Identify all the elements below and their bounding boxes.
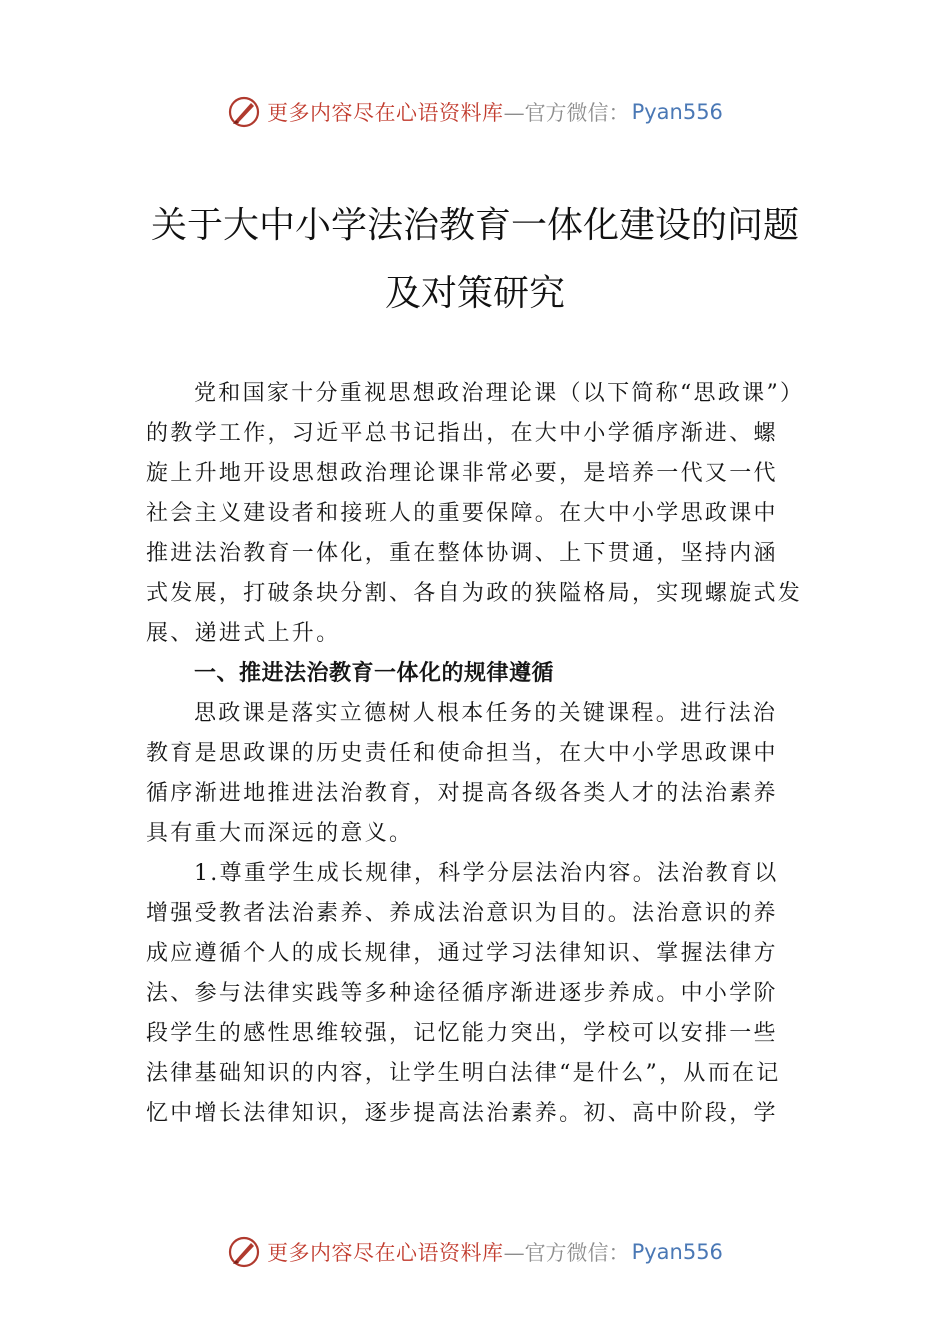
section-heading: 一、推进法治教育一体化的规律遵循 [194, 661, 555, 686]
watermark-banner-bottom [0, 1232, 950, 1272]
watermark-wechat-label: —官方微信： [503, 101, 630, 125]
document-body [146, 374, 830, 1134]
document-title-line1: 关于大中小学法治教育一体化建设的问题 [150, 205, 799, 246]
body-line: 推进法治教育一体化，重在整体协调、上下贯通，坚持内涵 [146, 541, 778, 566]
body-line: 教育是思政课的历史责任和使命担当，在大中小学思政课中 [146, 741, 778, 766]
body-line: 法、参与法律实践等多种途径循序渐进逐步养成。中小学阶 [146, 981, 778, 1006]
body-line: 忆中增长法律知识，逐步提高法治素养。初、高中阶段，学 [146, 1101, 778, 1126]
watermark-brand: 更多内容尽在心语资料库 [267, 1241, 504, 1265]
body-line: 成应遵循个人的成长规律，通过学习法律知识、掌握法律方 [146, 941, 778, 966]
body-line: 旋上升地开设思想政治理论课非常必要，是培养一代又一代 [146, 461, 778, 486]
document-title-line2: 及对策研究 [384, 273, 565, 314]
body-line: 循序渐进地推进法治教育，对提高各级各类人才的法治素养 [146, 781, 778, 806]
body-line: 法律基础知识的内容，让学生明白法律“是什么”，从而在记 [146, 1061, 781, 1086]
body-line: 具有重大而深远的意义。 [146, 821, 414, 846]
watermark-account: Pyan556 [631, 1240, 723, 1264]
body-line: 的教学工作，习近平总书记指出，在大中小学循序渐进、螺 [146, 421, 778, 446]
watermark-wechat-label: —官方微信： [503, 1241, 630, 1265]
body-line: 段学生的感性思维较强，记忆能力突出，学校可以安排一些 [146, 1021, 778, 1046]
body-line: 思政课是落实立德树人根本任务的关键课程。进行法治 [194, 701, 778, 726]
pen-circle-logo-icon [227, 1235, 261, 1269]
body-line: 社会主义建设者和接班人的重要保障。在大中小学思政课中 [146, 501, 778, 526]
watermark-brand: 更多内容尽在心语资料库 [267, 101, 504, 125]
body-line: 式发展，打破条块分割、各自为政的狭隘格局，实现螺旋式发 [146, 581, 803, 606]
watermark-account: Pyan556 [631, 100, 723, 124]
watermark-banner-top [0, 92, 950, 132]
body-line: 党和国家十分重视思想政治理论课（以下简称“思政课”） [194, 381, 805, 406]
body-line: 展、递进式上升。 [146, 621, 341, 646]
body-line: 1.尊重学生成长规律，科学分层法治内容。法治教育以 [194, 861, 779, 886]
body-line: 增强受教者法治素养、养成法治意识为目的。法治意识的养 [146, 901, 778, 926]
pen-circle-logo-icon [227, 95, 261, 129]
